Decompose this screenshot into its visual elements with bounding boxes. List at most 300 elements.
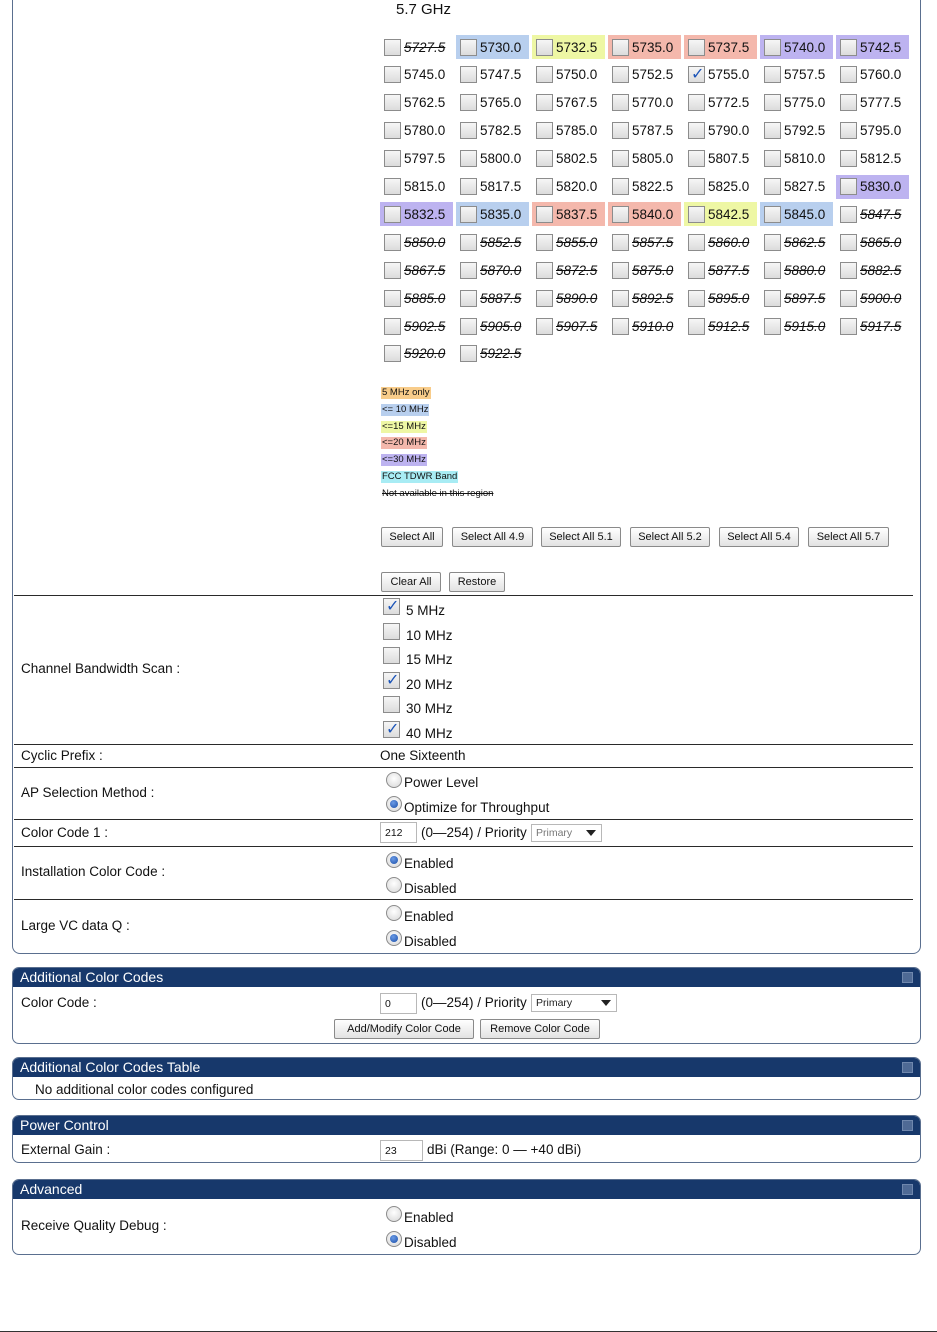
channel-5790-0[interactable] xyxy=(684,119,757,143)
channel-5900-0[interactable] xyxy=(836,286,909,310)
channel-5847-5[interactable] xyxy=(836,202,909,226)
channel-checkbox[interactable] xyxy=(840,290,857,307)
channel-5827-5[interactable] xyxy=(760,175,833,199)
channel-5730-0[interactable] xyxy=(456,35,529,59)
channel-5912-5[interactable] xyxy=(684,314,757,338)
channel-5830-0[interactable] xyxy=(836,175,909,199)
channel-checkbox[interactable] xyxy=(384,122,401,139)
channel-label: 5747.5 xyxy=(480,67,522,83)
channel-checkbox[interactable] xyxy=(384,94,401,111)
channel-5920-0[interactable] xyxy=(380,342,453,366)
receive-quality-enabled-label: Enabled xyxy=(404,1210,454,1225)
install-color-code-enabled-radio[interactable] xyxy=(386,852,402,868)
channel-label: 5865.0 xyxy=(860,234,902,250)
channel-label: 5765.0 xyxy=(480,95,522,111)
channel-label: 5917.5 xyxy=(860,318,902,334)
clear-all-button[interactable]: Clear All xyxy=(381,572,441,592)
channel-label: 5745.0 xyxy=(404,67,446,83)
channel-checkbox[interactable] xyxy=(612,206,629,223)
collapse-icon[interactable] xyxy=(902,1062,913,1073)
channel-5917-5[interactable] xyxy=(836,314,909,338)
channel-checkbox[interactable] xyxy=(460,94,477,111)
channel-label: 5820.0 xyxy=(556,179,598,194)
channel-5865-0[interactable] xyxy=(836,230,909,254)
channel-label: 5905.0 xyxy=(480,318,522,334)
color-code-input[interactable]: 0 xyxy=(380,993,417,1014)
channel-label: 5810.0 xyxy=(784,151,826,167)
legend-item: <=30 MHz xyxy=(382,454,426,466)
channel-5817-5[interactable] xyxy=(456,175,529,199)
channel-checkbox[interactable] xyxy=(384,66,401,83)
channel-5832-5[interactable] xyxy=(380,202,453,226)
channel-checkbox[interactable] xyxy=(536,206,553,223)
channel-checkbox[interactable] xyxy=(536,290,553,307)
channel-label: 5735.0 xyxy=(632,39,674,55)
channel-checkbox[interactable] xyxy=(840,318,857,335)
bandwidth-checkbox[interactable] xyxy=(383,721,400,738)
channel-label: 5835.0 xyxy=(480,206,522,222)
channel-checkbox[interactable] xyxy=(764,290,781,307)
channel-checkbox[interactable] xyxy=(764,318,781,335)
channel-5922-5[interactable] xyxy=(456,342,529,366)
channel-checkbox[interactable] xyxy=(460,318,477,335)
channel-5882-5[interactable] xyxy=(836,258,909,282)
channel-5812-5[interactable] xyxy=(836,147,909,171)
channel-5767-5[interactable] xyxy=(532,91,605,115)
channel-5727-5[interactable] xyxy=(380,35,453,59)
channel-label: 5740.0 xyxy=(784,39,826,55)
advanced-panel xyxy=(12,1179,921,1255)
panel-title: Additional Color Codes xyxy=(20,969,164,985)
channel-label: 5910.0 xyxy=(632,318,674,334)
channel-5795-0[interactable] xyxy=(836,119,909,143)
channel-label: 5850.0 xyxy=(404,234,446,250)
channel-5732-5[interactable] xyxy=(532,35,605,59)
channel-5840-0[interactable] xyxy=(608,202,681,226)
channel-5867-5[interactable] xyxy=(380,258,453,282)
legend-item: <=15 MHz xyxy=(382,420,426,432)
channel-checkbox[interactable] xyxy=(536,318,553,335)
channel-5905-0[interactable] xyxy=(456,314,529,338)
bandwidth-option-label: 15 MHz xyxy=(406,652,453,668)
channel-5772-5[interactable] xyxy=(684,91,757,115)
channel-label: 5830.0 xyxy=(860,179,902,194)
channel-checkbox[interactable] xyxy=(536,39,553,56)
channel-checkbox[interactable] xyxy=(840,262,857,279)
channel-label: 5860.0 xyxy=(708,234,750,250)
channel-5897-5[interactable] xyxy=(760,286,833,310)
channel-5837-5[interactable] xyxy=(532,202,605,226)
channel-checkbox[interactable] xyxy=(384,39,401,56)
channel-checkbox[interactable] xyxy=(840,206,857,223)
channel-label: 5852.5 xyxy=(480,234,522,250)
channel-label: 5727.5 xyxy=(404,39,446,55)
channel-label: 5885.0 xyxy=(404,290,446,306)
channel-checkbox[interactable] xyxy=(536,178,553,195)
install-color-code-disabled-radio[interactable] xyxy=(386,877,402,893)
remove-color-code-button[interactable]: Remove Color Code xyxy=(480,1019,600,1039)
cyclic-prefix-value: One Sixteenth xyxy=(380,748,466,763)
receive-quality-disabled-label: Disabled xyxy=(404,1235,457,1250)
channel-label: 5867.5 xyxy=(404,262,446,278)
channel-label: 5742.5 xyxy=(860,39,902,55)
channel-checkbox[interactable] xyxy=(384,345,401,362)
channel-5857-5[interactable] xyxy=(608,230,681,254)
select-all-button-2[interactable]: Select All 5.1 xyxy=(541,527,621,547)
channel-label: 5912.5 xyxy=(708,318,750,334)
external-gain-input[interactable]: 23 xyxy=(380,1140,423,1161)
channel-checkbox[interactable] xyxy=(460,290,477,307)
channel-label: 5837.5 xyxy=(556,206,598,222)
channel-checkbox[interactable] xyxy=(688,234,705,251)
channel-checkbox[interactable] xyxy=(536,262,553,279)
channel-5757-5[interactable] xyxy=(760,63,833,87)
channel-5842-5[interactable] xyxy=(684,202,757,226)
channel-5740-0[interactable] xyxy=(760,35,833,59)
bandwidth-checkbox[interactable] xyxy=(383,647,400,664)
channel-checkbox[interactable] xyxy=(688,66,705,83)
channel-label: 5780.0 xyxy=(404,123,446,139)
color-codes-empty-text: No additional color codes configured xyxy=(35,1082,254,1097)
channel-label: 5847.5 xyxy=(860,206,902,222)
channel-5770-0[interactable] xyxy=(608,91,681,115)
channel-5787-5[interactable] xyxy=(608,119,681,143)
channel-checkbox[interactable] xyxy=(460,66,477,83)
channel-5737-5[interactable] xyxy=(684,35,757,59)
channel-5880-0[interactable] xyxy=(760,258,833,282)
channel-5777-5[interactable] xyxy=(836,91,909,115)
channel-5797-5[interactable] xyxy=(380,147,453,171)
channel-label: 5922.5 xyxy=(480,346,522,362)
select-all-button-0[interactable]: Select All xyxy=(381,527,443,547)
channel-checkbox[interactable] xyxy=(688,150,705,167)
channel-checkbox[interactable] xyxy=(688,122,705,139)
bandwidth-option-label: 10 MHz xyxy=(406,627,453,643)
channel-checkbox[interactable] xyxy=(460,122,477,139)
channel-checkbox[interactable] xyxy=(460,262,477,279)
channel-checkbox[interactable] xyxy=(612,178,629,195)
channel-checkbox[interactable] xyxy=(688,94,705,111)
channel-5752-5[interactable] xyxy=(608,63,681,87)
channel-checkbox[interactable] xyxy=(612,39,629,56)
channel-label: 5855.0 xyxy=(556,234,598,250)
channel-5895-0[interactable] xyxy=(684,286,757,310)
external-gain-unit: dBi (Range: 0 — +40 dBi) xyxy=(427,1142,582,1157)
channel-checkbox[interactable] xyxy=(536,94,553,111)
channel-5892-5[interactable] xyxy=(608,286,681,310)
channel-label: 5737.5 xyxy=(708,39,750,55)
channel-checkbox[interactable] xyxy=(384,234,401,251)
channel-5745-0[interactable] xyxy=(380,63,453,87)
channel-5820-0[interactable] xyxy=(532,175,605,199)
channel-checkbox[interactable] xyxy=(460,150,477,167)
channel-label: 5807.5 xyxy=(708,151,750,167)
channel-label: 5895.0 xyxy=(708,290,750,306)
channel-label: 5825.0 xyxy=(708,179,750,194)
ap-selection-power-radio[interactable] xyxy=(386,772,402,788)
channel-label: 5920.0 xyxy=(404,346,446,362)
channel-checkbox[interactable] xyxy=(612,290,629,307)
channel-checkbox[interactable] xyxy=(460,39,477,56)
channel-5855-0[interactable] xyxy=(532,230,605,254)
channel-5902-5[interactable] xyxy=(380,314,453,338)
channel-label: 5792.5 xyxy=(784,123,826,139)
channel-checkbox[interactable] xyxy=(384,206,401,223)
channel-5835-0[interactable] xyxy=(456,202,529,226)
channel-checkbox[interactable] xyxy=(612,234,629,251)
channel-5807-5[interactable] xyxy=(684,147,757,171)
channel-5910-0[interactable] xyxy=(608,314,681,338)
channel-checkbox[interactable] xyxy=(612,318,629,335)
panel-title: Power Control xyxy=(20,1117,109,1133)
channel-checkbox[interactable] xyxy=(688,206,705,223)
install-color-code-disabled-label: Disabled xyxy=(404,881,457,896)
channel-5805-0[interactable] xyxy=(608,147,681,171)
channel-5852-5[interactable] xyxy=(456,230,529,254)
channel-5810-0[interactable] xyxy=(760,147,833,171)
divider xyxy=(14,744,913,745)
channel-checkbox[interactable] xyxy=(384,290,401,307)
cyclic-prefix-label: Cyclic Prefix : xyxy=(21,748,103,763)
select-all-button-4[interactable]: Select All 5.4 xyxy=(719,527,799,547)
channel-5907-5[interactable] xyxy=(532,314,605,338)
restore-button[interactable]: Restore xyxy=(449,572,505,592)
channel-checkbox[interactable] xyxy=(612,66,629,83)
color-code-1-range: (0—254) / Priority xyxy=(421,825,527,840)
channel-label: 5840.0 xyxy=(632,206,674,222)
channel-5800-0[interactable] xyxy=(456,147,529,171)
channel-5872-5[interactable] xyxy=(532,258,605,282)
collapse-icon[interactable] xyxy=(902,1120,913,1131)
channel-5760-0[interactable] xyxy=(836,63,909,87)
bandwidth-option-label: 5 MHz xyxy=(406,603,446,618)
ap-selection-label: AP Selection Method : xyxy=(21,785,155,800)
bandwidth-checkbox[interactable] xyxy=(383,672,400,689)
receive-quality-enabled-radio[interactable] xyxy=(386,1206,402,1222)
receive-quality-disabled-radio[interactable] xyxy=(386,1231,402,1247)
channel-label: 5857.5 xyxy=(632,234,674,250)
bandwidth-checkbox[interactable] xyxy=(383,696,400,713)
channel-5885-0[interactable] xyxy=(380,286,453,310)
divider xyxy=(14,846,913,847)
channel-5845-0[interactable] xyxy=(760,202,833,226)
channel-label: 5890.0 xyxy=(556,290,598,306)
divider xyxy=(14,899,913,900)
channel-5782-5[interactable] xyxy=(456,119,529,143)
channel-label: 5730.0 xyxy=(480,39,522,55)
channel-checkbox[interactable] xyxy=(840,178,857,195)
channel-checkbox[interactable] xyxy=(688,318,705,335)
channel-label: 5900.0 xyxy=(860,290,902,306)
channel-checkbox[interactable] xyxy=(840,122,857,139)
channel-checkbox[interactable] xyxy=(764,262,781,279)
large-vc-enabled-radio[interactable] xyxy=(386,905,402,921)
channel-label: 5785.0 xyxy=(556,123,598,139)
bandwidth-option-label: 30 MHz xyxy=(406,701,453,717)
channel-5765-0[interactable] xyxy=(456,91,529,115)
channel-5802-5[interactable] xyxy=(532,147,605,171)
channel-checkbox[interactable] xyxy=(536,150,553,167)
channel-label: 5915.0 xyxy=(784,318,826,334)
large-vc-disabled-radio[interactable] xyxy=(386,930,402,946)
large-vc-enabled-label: Enabled xyxy=(404,909,454,924)
select-all-button-3[interactable]: Select All 5.2 xyxy=(630,527,710,547)
channel-checkbox[interactable] xyxy=(384,178,401,195)
channel-checkbox[interactable] xyxy=(384,318,401,335)
channel-checkbox[interactable] xyxy=(536,234,553,251)
select-all-button-5[interactable]: Select All 5.7 xyxy=(808,527,889,547)
external-gain-label: External Gain : xyxy=(21,1142,111,1157)
bandwidth-label: Channel Bandwidth Scan : xyxy=(21,661,181,676)
channel-checkbox[interactable] xyxy=(612,122,629,139)
channel-label: 5842.5 xyxy=(708,206,750,222)
channel-5850-0[interactable] xyxy=(380,230,453,254)
channel-checkbox[interactable] xyxy=(840,234,857,251)
channel-checkbox[interactable] xyxy=(764,178,781,195)
channel-5780-0[interactable] xyxy=(380,119,453,143)
ap-selection-throughput-radio[interactable] xyxy=(386,796,402,812)
channel-5742-5[interactable] xyxy=(836,35,909,59)
channel-checkbox[interactable] xyxy=(688,290,705,307)
channel-5815-0[interactable] xyxy=(380,175,453,199)
channel-5822-5[interactable] xyxy=(608,175,681,199)
channel-checkbox[interactable] xyxy=(612,262,629,279)
panel-title: Additional Color Codes Table xyxy=(20,1059,201,1075)
channel-checkbox[interactable] xyxy=(764,122,781,139)
channel-checkbox[interactable] xyxy=(460,234,477,251)
channel-label: 5782.5 xyxy=(480,123,522,139)
band-title: 5.7 GHz xyxy=(396,1,452,18)
power-control-header xyxy=(13,1116,920,1135)
channel-label: 5770.0 xyxy=(632,95,674,111)
channel-5755-0[interactable] xyxy=(684,63,757,87)
channel-5890-0[interactable] xyxy=(532,286,605,310)
channel-5825-0[interactable] xyxy=(684,175,757,199)
install-color-code-enabled-label: Enabled xyxy=(404,856,454,871)
channel-5877-5[interactable] xyxy=(684,258,757,282)
channel-5775-0[interactable] xyxy=(760,91,833,115)
channel-label: 5907.5 xyxy=(556,318,598,334)
channel-5747-5[interactable] xyxy=(456,63,529,87)
chevron-down-icon xyxy=(601,1000,611,1006)
channel-label: 5880.0 xyxy=(784,262,826,278)
color-code-range: (0—254) / Priority xyxy=(421,995,527,1010)
channel-label: 5760.0 xyxy=(860,67,902,83)
channel-5762-5[interactable] xyxy=(380,91,453,115)
channel-5875-0[interactable] xyxy=(608,258,681,282)
channel-label: 5790.0 xyxy=(708,123,750,139)
color-code-1-priority-select[interactable] xyxy=(531,824,602,842)
chevron-down-icon xyxy=(586,830,596,836)
legend-item: <=20 MHz xyxy=(382,437,426,449)
channel-5750-0[interactable] xyxy=(532,63,605,87)
channel-checkbox[interactable] xyxy=(840,39,857,56)
collapse-icon[interactable] xyxy=(902,1184,913,1195)
channel-5792-5[interactable] xyxy=(760,119,833,143)
channel-label: 5762.5 xyxy=(404,95,446,111)
ap-selection-power-label: Power Level xyxy=(404,775,479,790)
bandwidth-checkbox[interactable] xyxy=(383,623,400,640)
channel-label: 5862.5 xyxy=(784,234,826,250)
channel-checkbox[interactable] xyxy=(840,94,857,111)
channel-checkbox[interactable] xyxy=(384,150,401,167)
bandwidth-option-label: 40 MHz xyxy=(406,726,453,741)
channel-checkbox[interactable] xyxy=(460,345,477,362)
channel-checkbox[interactable] xyxy=(536,66,553,83)
channel-5870-0[interactable] xyxy=(456,258,529,282)
channel-label: 5827.5 xyxy=(784,179,826,194)
channel-5887-5[interactable] xyxy=(456,286,529,310)
collapse-icon[interactable] xyxy=(902,972,913,983)
channel-label: 5757.5 xyxy=(784,67,826,83)
channel-checkbox[interactable] xyxy=(688,262,705,279)
color-code-1-input[interactable]: 212 xyxy=(380,822,417,843)
channel-checkbox[interactable] xyxy=(764,206,781,223)
channel-label: 5902.5 xyxy=(404,318,446,334)
channel-checkbox[interactable] xyxy=(536,122,553,139)
select-all-button-1[interactable]: Select All 4.9 xyxy=(452,527,533,547)
channel-label: 5877.5 xyxy=(708,262,750,278)
divider xyxy=(14,767,913,768)
priority-value: Primary xyxy=(536,827,573,839)
channel-label: 5812.5 xyxy=(860,151,902,167)
channel-checkbox[interactable] xyxy=(612,150,629,167)
channel-label: 5772.5 xyxy=(708,95,750,111)
channel-checkbox[interactable] xyxy=(460,206,477,223)
bandwidth-checkbox[interactable] xyxy=(383,598,400,615)
channel-label: 5800.0 xyxy=(480,151,522,167)
channel-label: 5805.0 xyxy=(632,151,674,167)
channel-checkbox[interactable] xyxy=(764,234,781,251)
channel-label: 5802.5 xyxy=(556,151,598,167)
channel-label: 5797.5 xyxy=(404,151,446,167)
priority-value: Primary xyxy=(536,997,573,1009)
color-codes-table-header xyxy=(13,1058,920,1077)
channel-label: 5870.0 xyxy=(480,262,522,278)
channel-checkbox[interactable] xyxy=(764,94,781,111)
channel-5735-0[interactable] xyxy=(608,35,681,59)
channel-checkbox[interactable] xyxy=(764,150,781,167)
receive-quality-debug-label: Receive Quality Debug : xyxy=(21,1218,167,1233)
channel-5862-5[interactable] xyxy=(760,230,833,254)
add-modify-color-code-button[interactable]: Add/Modify Color Code xyxy=(334,1019,474,1039)
channel-label: 5887.5 xyxy=(480,290,522,306)
channel-label: 5892.5 xyxy=(632,290,674,306)
legend-item: FCC TDWR Band xyxy=(382,471,458,482)
channel-checkbox[interactable] xyxy=(764,39,781,56)
channel-label: 5875.0 xyxy=(632,262,674,278)
channel-checkbox[interactable] xyxy=(764,66,781,83)
channel-checkbox[interactable] xyxy=(688,39,705,56)
channel-5860-0[interactable] xyxy=(684,230,757,254)
channel-checkbox[interactable] xyxy=(612,94,629,111)
channel-checkbox[interactable] xyxy=(460,178,477,195)
channel-5785-0[interactable] xyxy=(532,119,605,143)
channel-label: 5775.0 xyxy=(784,95,826,111)
bandwidth-option-label: 20 MHz xyxy=(406,676,453,692)
channel-checkbox[interactable] xyxy=(688,178,705,195)
color-code-priority-select[interactable] xyxy=(531,994,617,1012)
channel-label: 5795.0 xyxy=(860,123,902,139)
channel-label: 5815.0 xyxy=(404,179,446,194)
channel-checkbox[interactable] xyxy=(840,66,857,83)
channel-checkbox[interactable] xyxy=(840,150,857,167)
channel-5915-0[interactable] xyxy=(760,314,833,338)
legend-item: <= 10 MHz xyxy=(382,403,429,415)
legend-item: 5 MHz only xyxy=(382,387,430,398)
color-code-1-label: Color Code 1 : xyxy=(21,825,109,840)
channel-checkbox[interactable] xyxy=(384,262,401,279)
